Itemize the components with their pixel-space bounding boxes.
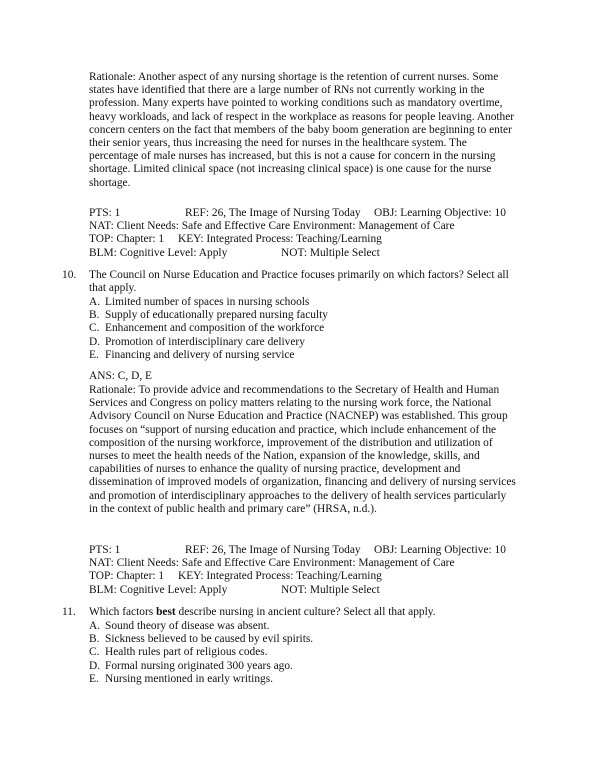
q10-number: 10.	[62, 269, 77, 281]
q10-option	[89, 309, 519, 322]
q11-option	[89, 673, 519, 686]
q9-obj: OBJ: Learning Objective: 10	[374, 207, 506, 219]
q10-nat: NAT: Client Needs: Safe and Effective Care Environment: Management of Care	[89, 557, 455, 570]
q9-not: NOT: Multiple Select	[281, 246, 380, 259]
q11-options	[89, 620, 519, 686]
q10-option	[89, 349, 519, 362]
option-letter: D.	[89, 335, 101, 348]
q10-ref: REF: 26, The Image of Nursing Today	[185, 544, 361, 556]
q10-key: KEY: Integrated Process: Teaching/Learning	[178, 570, 382, 583]
option-letter: A.	[89, 296, 101, 308]
q11-stem-text: Which factors	[89, 606, 157, 618]
q10-option	[89, 322, 519, 335]
q11-stem-text: describe nursing in ancient culture? Select all that apply.	[175, 606, 436, 618]
option-letter: D.	[89, 659, 101, 672]
q10-option	[89, 336, 519, 349]
q9-rationale: Rationale: Another aspect of any nursing shortage is the retention of current nurses. Some states have identified that there are a large number of RNs not currently working in the profession. Many experts have pointed to working conditions such as mandatory overtime, heavy workloads, and lack of respect in the workplace as reasons for people leaving. Another concern centers on the fact that members of the baby boom generation are beginning to enter their senior years, thus increasing the need for nurses in the healthcare system. The percentage of male nurses has increased, but this is not a cause for concern in the nursing shortage. Limited clinical space (not increasing clinical space) is one cause for the nurse shortage.	[89, 71, 515, 189]
option-text: Limited number of spaces in nursing schools	[105, 296, 310, 308]
q10-rationale: Rationale: To provide advice and recommendations to the Secretary of Health and Human Services and Congress on policy matters relating to the nursing work force, the National Advisory Council on Nurse Education and Practice (NACNEP) was established. This group focuses on “support of nursing education and practice, which include enhancement of the composition of the nursing workforce, improvement of the distribution and utilization of nurses to meet the health needs of the Nation, expansion of the knowledge, skills, and capabilities of nurses to enhance the quality of nursing practice, development and dissemination of improved models of organization, financing and delivery of nursing services and promotion of interdisciplinary approaches to the delivery of health services particularly in the context of public health and primary care” (HRSA, n.d.).	[89, 384, 516, 515]
q9-key: KEY: Integrated Process: Teaching/Learning	[178, 233, 382, 246]
option-text: Health rules part of religious codes.	[105, 646, 268, 659]
q11-number: 11.	[62, 606, 76, 618]
option-letter: B.	[89, 633, 100, 646]
q9-blm: BLM: Cognitive Level: Apply	[89, 246, 228, 259]
q10-stem: The Council on Nurse Education and Practice focuses primarily on which factors? Select all that apply.	[89, 269, 509, 295]
q9-metadata	[89, 207, 519, 260]
q9-pts: PTS: 1	[89, 207, 121, 219]
q11-stem-emphasis: best	[156, 606, 176, 618]
option-letter: C.	[89, 646, 100, 659]
option-text: Sickness believed to be caused by evil spirits.	[105, 633, 314, 646]
q10-option	[89, 296, 519, 309]
q10-obj: OBJ: Learning Objective: 10	[374, 544, 506, 556]
option-text: Sound theory of disease was absent.	[105, 620, 270, 632]
q10-answer: ANS: C, D, E	[89, 370, 152, 382]
q11-option	[89, 646, 519, 659]
option-letter: E.	[89, 672, 99, 685]
option-letter: C.	[89, 322, 100, 335]
q11-option	[89, 620, 519, 633]
q9-top: TOP: Chapter: 1	[89, 233, 165, 246]
q10-options	[89, 296, 519, 362]
option-text: Nursing mentioned in early writings.	[105, 672, 273, 685]
option-text: Promotion of interdisciplinary care delivery	[105, 335, 305, 348]
option-letter: E.	[89, 348, 99, 361]
option-text: Enhancement and composition of the workforce	[105, 322, 325, 335]
q11-stem	[89, 606, 519, 619]
option-letter: A.	[89, 620, 101, 632]
q11-option	[89, 633, 519, 646]
q9-ref: REF: 26, The Image of Nursing Today	[185, 207, 361, 219]
option-letter: B.	[89, 309, 100, 322]
q10-top: TOP: Chapter: 1	[89, 570, 165, 583]
q10-pts: PTS: 1	[89, 544, 121, 556]
q10-blm: BLM: Cognitive Level: Apply	[89, 583, 228, 596]
option-text: Formal nursing originated 300 years ago.	[105, 659, 293, 672]
q11-option	[89, 660, 519, 673]
q10-metadata	[89, 544, 519, 597]
q9-nat: NAT: Client Needs: Safe and Effective Care Environment: Management of Care	[89, 220, 455, 233]
option-text: Financing and delivery of nursing service	[105, 348, 295, 361]
option-text: Supply of educationally prepared nursing faculty	[105, 309, 329, 322]
q10-not: NOT: Multiple Select	[281, 583, 380, 596]
